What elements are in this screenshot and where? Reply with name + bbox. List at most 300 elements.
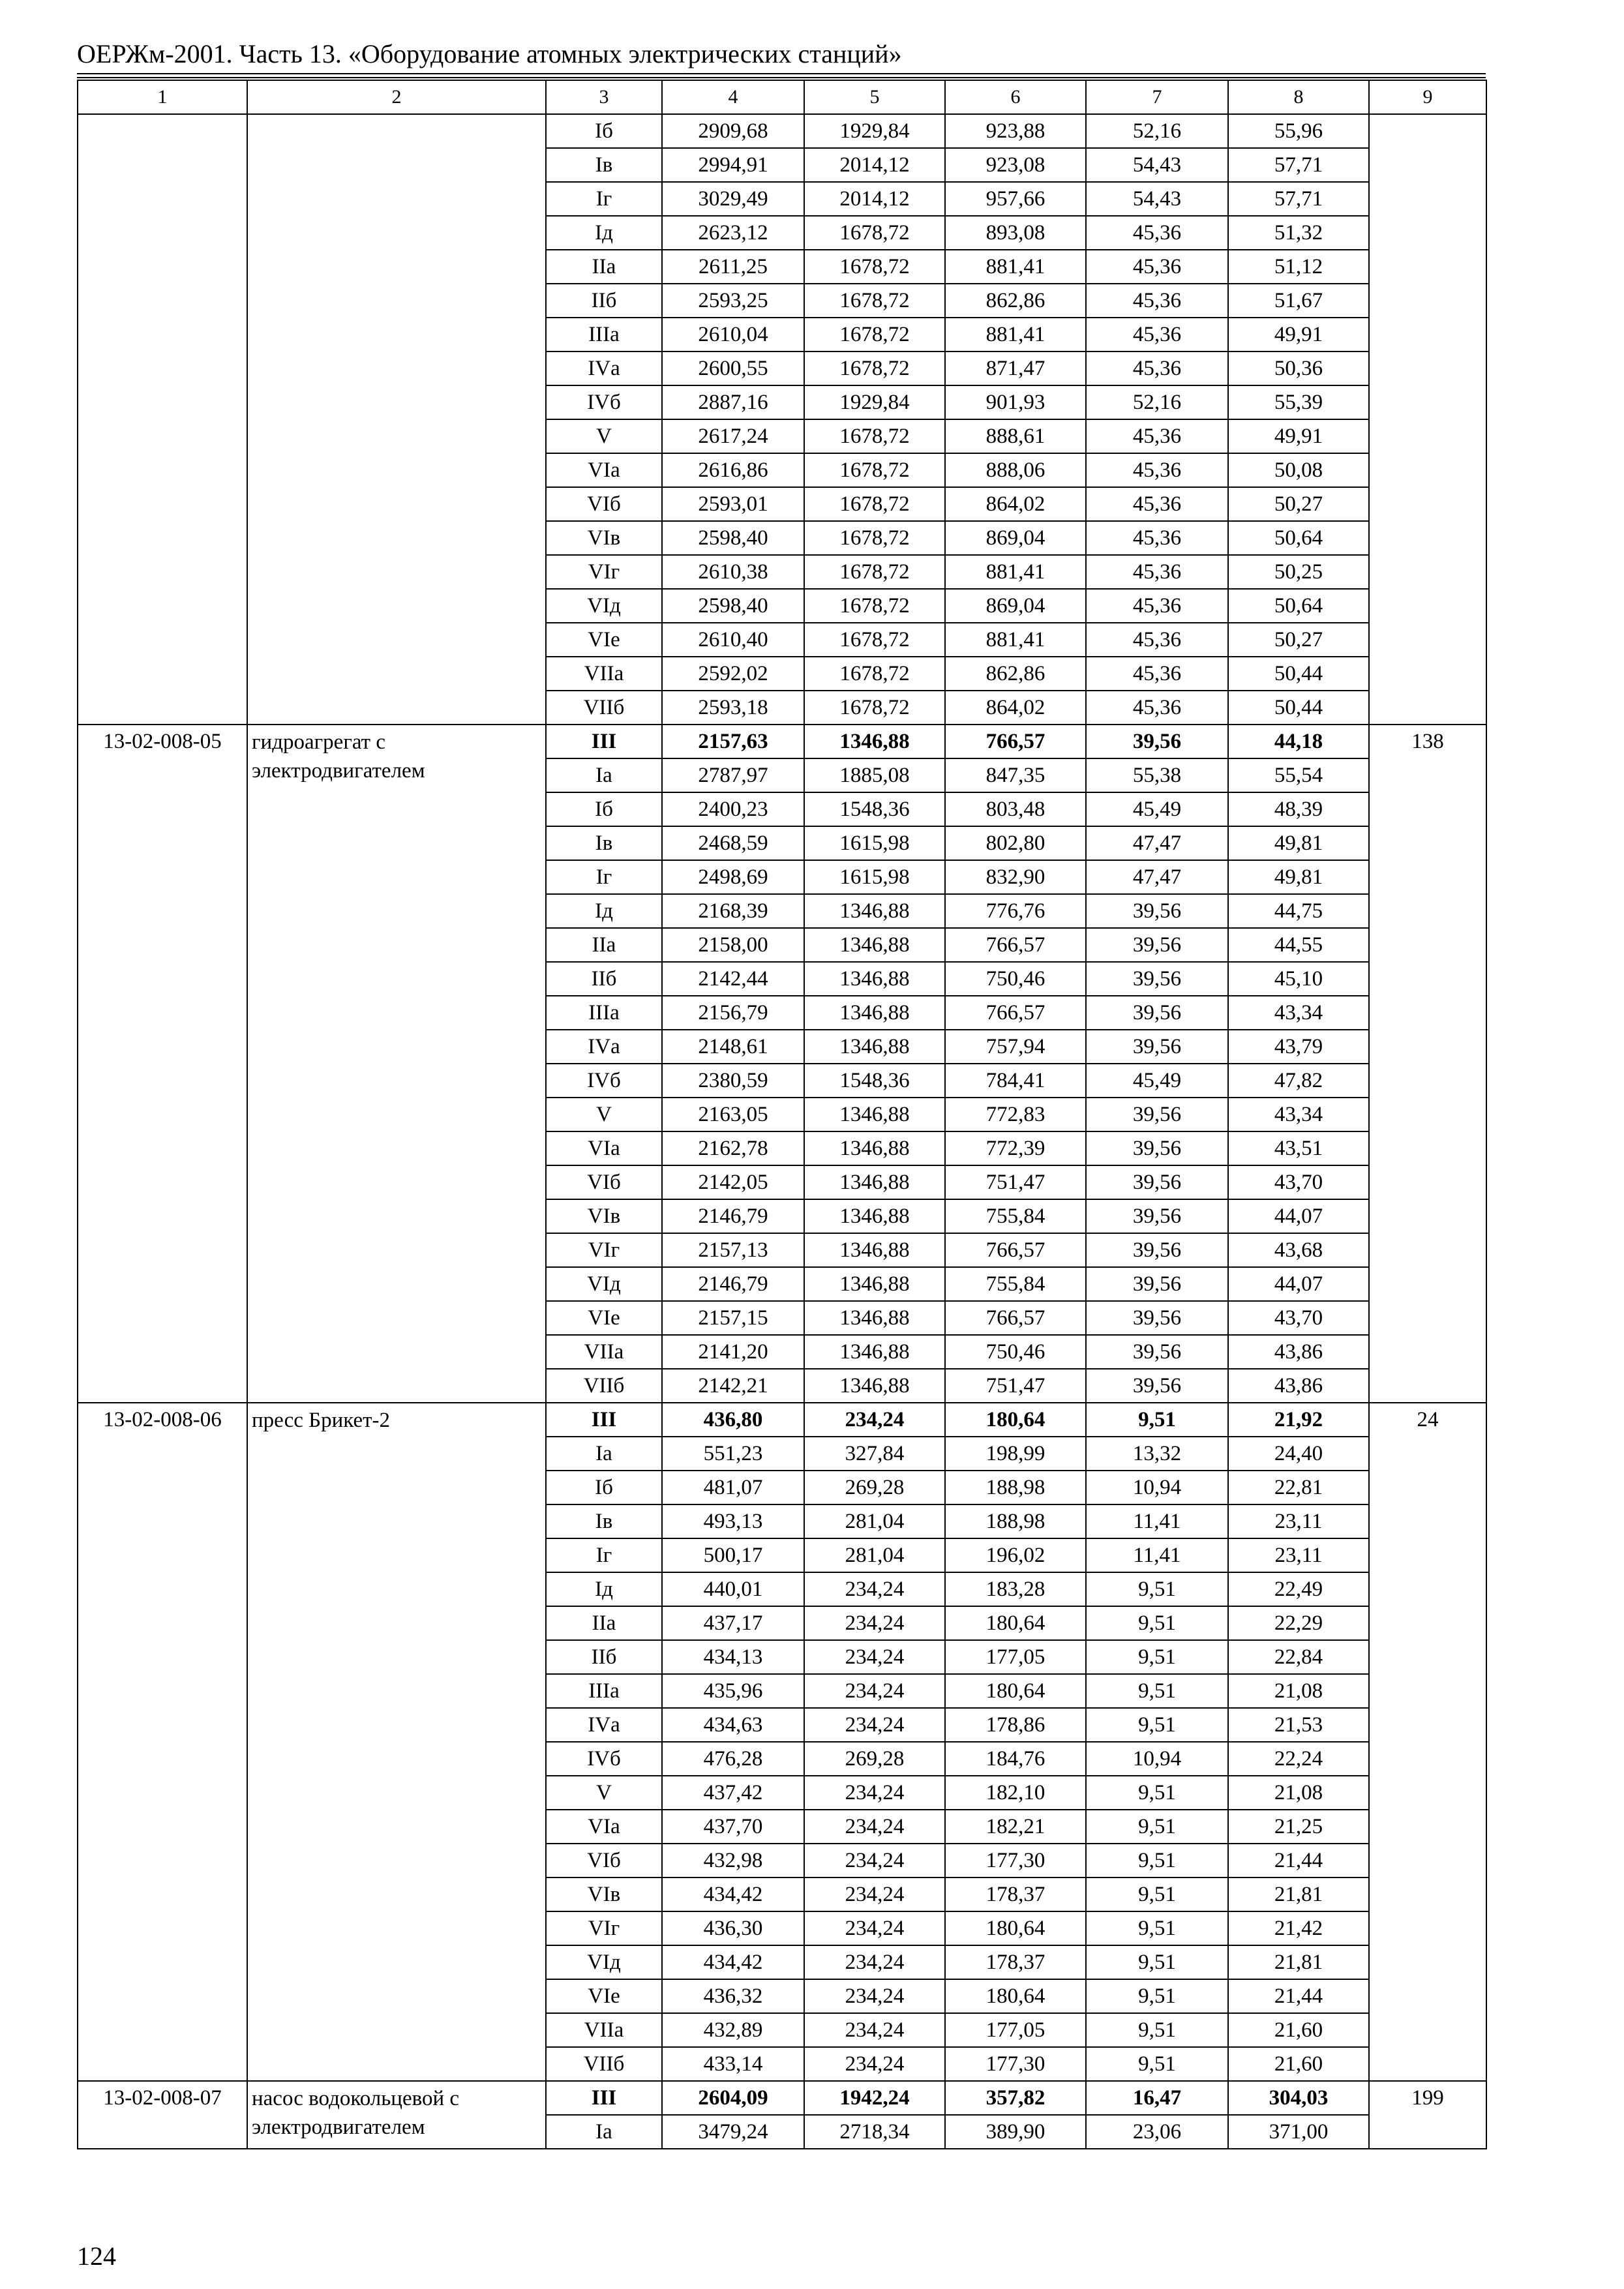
total-cost-cell: 434,42 bbox=[662, 1945, 804, 1979]
column-number: 6 bbox=[945, 80, 1086, 114]
zone-cell: VIд bbox=[546, 1945, 662, 1979]
total-cost-cell: 2616,86 bbox=[662, 453, 804, 487]
labor-cost-cell: 234,24 bbox=[804, 1810, 945, 1844]
total-cost-cell: 2611,25 bbox=[662, 250, 804, 284]
labor-cost-cell: 281,04 bbox=[804, 1538, 945, 1572]
machine-cost-cell: 901,93 bbox=[945, 385, 1086, 419]
machinist-wage-cell: 45,36 bbox=[1086, 419, 1228, 453]
machine-cost-cell: 389,90 bbox=[945, 2115, 1086, 2149]
machinist-wage-cell: 52,16 bbox=[1086, 114, 1228, 148]
zone-cell: VIе bbox=[546, 1979, 662, 2013]
total-cost-cell: 437,17 bbox=[662, 1606, 804, 1640]
total-cost-cell: 2610,04 bbox=[662, 318, 804, 352]
total-cost-cell: 2157,63 bbox=[662, 725, 804, 758]
total-cost-cell: 434,63 bbox=[662, 1708, 804, 1742]
zone-cell: Iа bbox=[546, 2115, 662, 2149]
materials-cost-cell: 49,91 bbox=[1228, 318, 1369, 352]
materials-cost-cell: 21,08 bbox=[1228, 1674, 1369, 1708]
machine-cost-cell: 888,61 bbox=[945, 419, 1086, 453]
labor-cost-cell: 234,24 bbox=[804, 1844, 945, 1878]
zone-cell: V bbox=[546, 1776, 662, 1810]
labor-cost-cell: 2014,12 bbox=[804, 148, 945, 182]
zone-cell: Iа bbox=[546, 758, 662, 792]
total-cost-cell: 2168,39 bbox=[662, 894, 804, 928]
machinist-wage-cell: 45,36 bbox=[1086, 691, 1228, 725]
machine-cost-cell: 184,76 bbox=[945, 1742, 1086, 1776]
zone-cell: VIг bbox=[546, 1233, 662, 1267]
machine-cost-cell: 888,06 bbox=[945, 453, 1086, 487]
materials-cost-cell: 22,49 bbox=[1228, 1572, 1369, 1606]
machinist-wage-cell: 45,36 bbox=[1086, 318, 1228, 352]
column-number: 7 bbox=[1086, 80, 1228, 114]
machine-cost-cell: 178,37 bbox=[945, 1878, 1086, 1911]
labor-cost-cell: 234,24 bbox=[804, 1674, 945, 1708]
labor-cost-cell: 1346,88 bbox=[804, 996, 945, 1030]
machinist-wage-cell: 45,36 bbox=[1086, 657, 1228, 691]
machine-cost-cell: 178,86 bbox=[945, 1708, 1086, 1742]
materials-cost-cell: 51,67 bbox=[1228, 284, 1369, 318]
materials-cost-cell: 49,81 bbox=[1228, 826, 1369, 860]
labor-cost-cell: 1885,08 bbox=[804, 758, 945, 792]
machine-cost-cell: 864,02 bbox=[945, 487, 1086, 521]
machine-cost-cell: 923,08 bbox=[945, 148, 1086, 182]
materials-cost-cell: 44,75 bbox=[1228, 894, 1369, 928]
materials-cost-cell: 50,64 bbox=[1228, 521, 1369, 555]
machine-cost-cell: 750,46 bbox=[945, 1335, 1086, 1369]
labor-cost-cell: 1929,84 bbox=[804, 114, 945, 148]
labor-cost-cell: 1346,88 bbox=[804, 962, 945, 996]
materials-cost-cell: 21,42 bbox=[1228, 1911, 1369, 1945]
total-cost-cell: 2142,21 bbox=[662, 1369, 804, 1403]
labor-cost-cell: 1346,88 bbox=[804, 1131, 945, 1165]
labor-cost-cell: 1678,72 bbox=[804, 487, 945, 521]
machinist-wage-cell: 39,56 bbox=[1086, 1369, 1228, 1403]
machinist-wage-cell: 45,36 bbox=[1086, 555, 1228, 589]
machine-cost-cell: 802,80 bbox=[945, 826, 1086, 860]
total-cost-cell: 440,01 bbox=[662, 1572, 804, 1606]
machine-cost-cell: 177,30 bbox=[945, 1844, 1086, 1878]
zone-cell: VIг bbox=[546, 555, 662, 589]
materials-cost-cell: 43,86 bbox=[1228, 1369, 1369, 1403]
equipment-name-cell: гидроагрегат с электродвигателем bbox=[247, 725, 546, 1403]
zone-cell: Iб bbox=[546, 114, 662, 148]
zone-cell: Iг bbox=[546, 1538, 662, 1572]
machinist-wage-cell: 9,51 bbox=[1086, 1403, 1228, 1437]
machine-cost-cell: 180,64 bbox=[945, 1979, 1086, 2013]
zone-cell: VIа bbox=[546, 1131, 662, 1165]
machine-cost-cell: 784,41 bbox=[945, 1064, 1086, 1098]
machine-cost-cell: 177,05 bbox=[945, 1640, 1086, 1674]
machine-cost-cell: 766,57 bbox=[945, 1301, 1086, 1335]
zone-cell: VIд bbox=[546, 1267, 662, 1301]
machine-cost-cell: 196,02 bbox=[945, 1538, 1086, 1572]
total-cost-cell: 435,96 bbox=[662, 1674, 804, 1708]
zone-cell: VIIб bbox=[546, 1369, 662, 1403]
zone-cell: VIIа bbox=[546, 657, 662, 691]
machinist-wage-cell: 39,56 bbox=[1086, 928, 1228, 962]
machine-cost-cell: 750,46 bbox=[945, 962, 1086, 996]
zone-cell: Iд bbox=[546, 894, 662, 928]
zone-cell: Iв bbox=[546, 826, 662, 860]
labor-cost-cell: 1678,72 bbox=[804, 623, 945, 657]
total-cost-cell: 2610,40 bbox=[662, 623, 804, 657]
materials-cost-cell: 22,29 bbox=[1228, 1606, 1369, 1640]
header-rule-bottom bbox=[77, 77, 1486, 78]
machinist-wage-cell: 39,56 bbox=[1086, 1165, 1228, 1199]
machinist-wage-cell: 9,51 bbox=[1086, 1708, 1228, 1742]
materials-cost-cell: 22,84 bbox=[1228, 1640, 1369, 1674]
labor-cost-cell: 234,24 bbox=[804, 2013, 945, 2047]
machine-cost-cell: 893,08 bbox=[945, 216, 1086, 250]
machinist-wage-cell: 9,51 bbox=[1086, 1572, 1228, 1606]
materials-cost-cell: 50,27 bbox=[1228, 623, 1369, 657]
machine-cost-cell: 751,47 bbox=[945, 1369, 1086, 1403]
machine-cost-cell: 180,64 bbox=[945, 1674, 1086, 1708]
machinist-wage-cell: 9,51 bbox=[1086, 1810, 1228, 1844]
machine-cost-cell: 177,05 bbox=[945, 2013, 1086, 2047]
labor-cost-cell: 1346,88 bbox=[804, 1233, 945, 1267]
labor-cost-cell: 1678,72 bbox=[804, 453, 945, 487]
machine-cost-cell: 862,86 bbox=[945, 284, 1086, 318]
machine-cost-cell: 180,64 bbox=[945, 1403, 1086, 1437]
materials-cost-cell: 50,64 bbox=[1228, 589, 1369, 623]
norm-code-cell bbox=[78, 114, 247, 725]
machine-cost-cell: 776,76 bbox=[945, 894, 1086, 928]
zone-cell: VIIа bbox=[546, 2013, 662, 2047]
column-9-cell: 199 bbox=[1369, 2081, 1486, 2149]
machine-cost-cell: 881,41 bbox=[945, 555, 1086, 589]
materials-cost-cell: 21,44 bbox=[1228, 1979, 1369, 2013]
zone-cell: VIв bbox=[546, 1199, 662, 1233]
machine-cost-cell: 847,35 bbox=[945, 758, 1086, 792]
table-row bbox=[78, 2081, 1486, 2115]
zone-cell: VIIб bbox=[546, 2047, 662, 2081]
total-cost-cell: 2600,55 bbox=[662, 352, 804, 385]
materials-cost-cell: 371,00 bbox=[1228, 2115, 1369, 2149]
labor-cost-cell: 1346,88 bbox=[804, 1267, 945, 1301]
machine-cost-cell: 957,66 bbox=[945, 182, 1086, 216]
total-cost-cell: 3479,24 bbox=[662, 2115, 804, 2149]
labor-cost-cell: 1346,88 bbox=[804, 1098, 945, 1131]
total-cost-cell: 2994,91 bbox=[662, 148, 804, 182]
labor-cost-cell: 234,24 bbox=[804, 1640, 945, 1674]
zone-cell: IIб bbox=[546, 284, 662, 318]
machinist-wage-cell: 45,36 bbox=[1086, 487, 1228, 521]
labor-cost-cell: 269,28 bbox=[804, 1471, 945, 1504]
labor-cost-cell: 1678,72 bbox=[804, 657, 945, 691]
machine-cost-cell: 180,64 bbox=[945, 1911, 1086, 1945]
machine-cost-cell: 198,99 bbox=[945, 1437, 1086, 1471]
labor-cost-cell: 1346,88 bbox=[804, 725, 945, 758]
zone-cell: IVб bbox=[546, 1742, 662, 1776]
zone-cell: Iв bbox=[546, 1504, 662, 1538]
zone-cell: IVб bbox=[546, 385, 662, 419]
machinist-wage-cell: 47,47 bbox=[1086, 826, 1228, 860]
table-row bbox=[78, 1403, 1486, 1437]
materials-cost-cell: 21,92 bbox=[1228, 1403, 1369, 1437]
total-cost-cell: 551,23 bbox=[662, 1437, 804, 1471]
column-number: 1 bbox=[78, 80, 247, 114]
materials-cost-cell: 44,07 bbox=[1228, 1199, 1369, 1233]
materials-cost-cell: 50,25 bbox=[1228, 555, 1369, 589]
machine-cost-cell: 182,21 bbox=[945, 1810, 1086, 1844]
materials-cost-cell: 57,71 bbox=[1228, 148, 1369, 182]
zone-cell: Iб bbox=[546, 1471, 662, 1504]
total-cost-cell: 2610,38 bbox=[662, 555, 804, 589]
zone-cell: VIIа bbox=[546, 1335, 662, 1369]
norm-code-cell: 13-02-008-07 bbox=[78, 2081, 247, 2149]
machinist-wage-cell: 9,51 bbox=[1086, 2013, 1228, 2047]
materials-cost-cell: 50,36 bbox=[1228, 352, 1369, 385]
labor-cost-cell: 234,24 bbox=[804, 1606, 945, 1640]
total-cost-cell: 2148,61 bbox=[662, 1030, 804, 1064]
labor-cost-cell: 1346,88 bbox=[804, 1301, 945, 1335]
materials-cost-cell: 44,55 bbox=[1228, 928, 1369, 962]
machinist-wage-cell: 45,49 bbox=[1086, 1064, 1228, 1098]
machine-cost-cell: 772,39 bbox=[945, 1131, 1086, 1165]
machinist-wage-cell: 39,56 bbox=[1086, 1098, 1228, 1131]
labor-cost-cell: 281,04 bbox=[804, 1504, 945, 1538]
machine-cost-cell: 862,86 bbox=[945, 657, 1086, 691]
total-cost-cell: 493,13 bbox=[662, 1504, 804, 1538]
labor-cost-cell: 1929,84 bbox=[804, 385, 945, 419]
machine-cost-cell: 869,04 bbox=[945, 589, 1086, 623]
zone-cell: IVа bbox=[546, 352, 662, 385]
machinist-wage-cell: 10,94 bbox=[1086, 1471, 1228, 1504]
materials-cost-cell: 43,68 bbox=[1228, 1233, 1369, 1267]
total-cost-cell: 2156,79 bbox=[662, 996, 804, 1030]
column-number: 9 bbox=[1369, 80, 1486, 114]
total-cost-cell: 2617,24 bbox=[662, 419, 804, 453]
materials-cost-cell: 55,96 bbox=[1228, 114, 1369, 148]
materials-cost-cell: 21,08 bbox=[1228, 1776, 1369, 1810]
total-cost-cell: 432,98 bbox=[662, 1844, 804, 1878]
machine-cost-cell: 881,41 bbox=[945, 318, 1086, 352]
column-9-cell: 24 bbox=[1369, 1403, 1486, 2081]
zone-cell: IIIа bbox=[546, 1674, 662, 1708]
total-cost-cell: 2604,09 bbox=[662, 2081, 804, 2115]
machine-cost-cell: 923,88 bbox=[945, 114, 1086, 148]
zone-cell: VIе bbox=[546, 1301, 662, 1335]
machinist-wage-cell: 9,51 bbox=[1086, 1945, 1228, 1979]
zone-cell: Iб bbox=[546, 792, 662, 826]
materials-cost-cell: 43,70 bbox=[1228, 1301, 1369, 1335]
total-cost-cell: 2592,02 bbox=[662, 657, 804, 691]
machinist-wage-cell: 39,56 bbox=[1086, 962, 1228, 996]
column-number: 5 bbox=[804, 80, 945, 114]
zone-cell: IIа bbox=[546, 250, 662, 284]
machine-cost-cell: 183,28 bbox=[945, 1572, 1086, 1606]
labor-cost-cell: 2718,34 bbox=[804, 2115, 945, 2149]
page-header: ОЕРЖм-2001. Часть 13. «Оборудование атомных электрических станций» bbox=[77, 39, 902, 68]
labor-cost-cell: 1678,72 bbox=[804, 589, 945, 623]
norms-table bbox=[77, 80, 1487, 2149]
norm-code-cell: 13-02-008-06 bbox=[78, 1403, 247, 2081]
labor-cost-cell: 1678,72 bbox=[804, 521, 945, 555]
materials-cost-cell: 21,60 bbox=[1228, 2013, 1369, 2047]
machinist-wage-cell: 39,56 bbox=[1086, 1267, 1228, 1301]
total-cost-cell: 2593,25 bbox=[662, 284, 804, 318]
machinist-wage-cell: 39,56 bbox=[1086, 1030, 1228, 1064]
machine-cost-cell: 832,90 bbox=[945, 860, 1086, 894]
total-cost-cell: 3029,49 bbox=[662, 182, 804, 216]
materials-cost-cell: 48,39 bbox=[1228, 792, 1369, 826]
materials-cost-cell: 43,34 bbox=[1228, 996, 1369, 1030]
zone-cell: Iд bbox=[546, 216, 662, 250]
total-cost-cell: 2162,78 bbox=[662, 1131, 804, 1165]
zone-cell: IIа bbox=[546, 928, 662, 962]
machinist-wage-cell: 45,36 bbox=[1086, 216, 1228, 250]
zone-cell: IVб bbox=[546, 1064, 662, 1098]
machinist-wage-cell: 9,51 bbox=[1086, 1674, 1228, 1708]
machinist-wage-cell: 55,38 bbox=[1086, 758, 1228, 792]
machinist-wage-cell: 9,51 bbox=[1086, 2047, 1228, 2081]
machine-cost-cell: 755,84 bbox=[945, 1267, 1086, 1301]
total-cost-cell: 2157,13 bbox=[662, 1233, 804, 1267]
machine-cost-cell: 772,83 bbox=[945, 1098, 1086, 1131]
total-cost-cell: 2598,40 bbox=[662, 589, 804, 623]
zone-cell: VIв bbox=[546, 521, 662, 555]
total-cost-cell: 432,89 bbox=[662, 2013, 804, 2047]
machine-cost-cell: 177,30 bbox=[945, 2047, 1086, 2081]
machine-cost-cell: 881,41 bbox=[945, 623, 1086, 657]
materials-cost-cell: 43,79 bbox=[1228, 1030, 1369, 1064]
machine-cost-cell: 803,48 bbox=[945, 792, 1086, 826]
machine-cost-cell: 357,82 bbox=[945, 2081, 1086, 2115]
machinist-wage-cell: 10,94 bbox=[1086, 1742, 1228, 1776]
machine-cost-cell: 180,64 bbox=[945, 1606, 1086, 1640]
machinist-wage-cell: 9,51 bbox=[1086, 1911, 1228, 1945]
total-cost-cell: 434,42 bbox=[662, 1878, 804, 1911]
zone-cell: IIIа bbox=[546, 996, 662, 1030]
page-number: 124 bbox=[77, 2241, 116, 2271]
table-row bbox=[78, 114, 1486, 148]
labor-cost-cell: 1678,72 bbox=[804, 352, 945, 385]
machinist-wage-cell: 23,06 bbox=[1086, 2115, 1228, 2149]
materials-cost-cell: 22,81 bbox=[1228, 1471, 1369, 1504]
materials-cost-cell: 49,81 bbox=[1228, 860, 1369, 894]
materials-cost-cell: 47,82 bbox=[1228, 1064, 1369, 1098]
materials-cost-cell: 55,39 bbox=[1228, 385, 1369, 419]
machinist-wage-cell: 45,36 bbox=[1086, 589, 1228, 623]
machinist-wage-cell: 39,56 bbox=[1086, 1301, 1228, 1335]
column-number: 4 bbox=[662, 80, 804, 114]
materials-cost-cell: 24,40 bbox=[1228, 1437, 1369, 1471]
zone-cell: IIа bbox=[546, 1606, 662, 1640]
materials-cost-cell: 50,27 bbox=[1228, 487, 1369, 521]
machinist-wage-cell: 45,36 bbox=[1086, 284, 1228, 318]
labor-cost-cell: 1346,88 bbox=[804, 1335, 945, 1369]
labor-cost-cell: 1346,88 bbox=[804, 894, 945, 928]
machinist-wage-cell: 45,36 bbox=[1086, 352, 1228, 385]
total-cost-cell: 2498,69 bbox=[662, 860, 804, 894]
labor-cost-cell: 234,24 bbox=[804, 1572, 945, 1606]
zone-cell: VIб bbox=[546, 1165, 662, 1199]
total-cost-cell: 500,17 bbox=[662, 1538, 804, 1572]
machine-cost-cell: 178,37 bbox=[945, 1945, 1086, 1979]
machine-cost-cell: 869,04 bbox=[945, 521, 1086, 555]
zone-cell: VIд bbox=[546, 589, 662, 623]
total-cost-cell: 481,07 bbox=[662, 1471, 804, 1504]
total-cost-cell: 2141,20 bbox=[662, 1335, 804, 1369]
total-cost-cell: 2158,00 bbox=[662, 928, 804, 962]
machinist-wage-cell: 54,43 bbox=[1086, 148, 1228, 182]
zone-cell: VIIб bbox=[546, 691, 662, 725]
machine-cost-cell: 182,10 bbox=[945, 1776, 1086, 1810]
zone-cell: IIб bbox=[546, 1640, 662, 1674]
machinist-wage-cell: 45,49 bbox=[1086, 792, 1228, 826]
total-cost-cell: 2468,59 bbox=[662, 826, 804, 860]
labor-cost-cell: 234,24 bbox=[804, 1911, 945, 1945]
machinist-wage-cell: 11,41 bbox=[1086, 1504, 1228, 1538]
total-cost-cell: 2593,18 bbox=[662, 691, 804, 725]
machinist-wage-cell: 9,51 bbox=[1086, 1979, 1228, 2013]
materials-cost-cell: 43,51 bbox=[1228, 1131, 1369, 1165]
materials-cost-cell: 55,54 bbox=[1228, 758, 1369, 792]
zone-cell: VIб bbox=[546, 487, 662, 521]
materials-cost-cell: 21,60 bbox=[1228, 2047, 1369, 2081]
column-number: 8 bbox=[1228, 80, 1369, 114]
materials-cost-cell: 23,11 bbox=[1228, 1538, 1369, 1572]
zone-cell: Iа bbox=[546, 1437, 662, 1471]
machine-cost-cell: 766,57 bbox=[945, 725, 1086, 758]
machinist-wage-cell: 9,51 bbox=[1086, 1844, 1228, 1878]
labor-cost-cell: 2014,12 bbox=[804, 182, 945, 216]
machinist-wage-cell: 54,43 bbox=[1086, 182, 1228, 216]
materials-cost-cell: 23,11 bbox=[1228, 1504, 1369, 1538]
labor-cost-cell: 234,24 bbox=[804, 1403, 945, 1437]
machinist-wage-cell: 39,56 bbox=[1086, 725, 1228, 758]
labor-cost-cell: 1678,72 bbox=[804, 284, 945, 318]
labor-cost-cell: 1678,72 bbox=[804, 419, 945, 453]
column-number-row bbox=[78, 80, 1486, 114]
labor-cost-cell: 269,28 bbox=[804, 1742, 945, 1776]
norm-code-cell: 13-02-008-05 bbox=[78, 725, 247, 1403]
column-number: 2 bbox=[247, 80, 546, 114]
total-cost-cell: 2380,59 bbox=[662, 1064, 804, 1098]
materials-cost-cell: 22,24 bbox=[1228, 1742, 1369, 1776]
materials-cost-cell: 304,03 bbox=[1228, 2081, 1369, 2115]
equipment-name-cell bbox=[247, 114, 546, 725]
total-cost-cell: 2787,97 bbox=[662, 758, 804, 792]
labor-cost-cell: 1346,88 bbox=[804, 1165, 945, 1199]
labor-cost-cell: 327,84 bbox=[804, 1437, 945, 1471]
materials-cost-cell: 45,10 bbox=[1228, 962, 1369, 996]
machine-cost-cell: 755,84 bbox=[945, 1199, 1086, 1233]
zone-cell: Iв bbox=[546, 148, 662, 182]
machinist-wage-cell: 9,51 bbox=[1086, 1776, 1228, 1810]
machinist-wage-cell: 39,56 bbox=[1086, 1199, 1228, 1233]
materials-cost-cell: 57,71 bbox=[1228, 182, 1369, 216]
materials-cost-cell: 44,07 bbox=[1228, 1267, 1369, 1301]
materials-cost-cell: 43,86 bbox=[1228, 1335, 1369, 1369]
zone-cell: Iд bbox=[546, 1572, 662, 1606]
materials-cost-cell: 21,53 bbox=[1228, 1708, 1369, 1742]
labor-cost-cell: 1678,72 bbox=[804, 555, 945, 589]
labor-cost-cell: 1346,88 bbox=[804, 1369, 945, 1403]
machinist-wage-cell: 45,36 bbox=[1086, 453, 1228, 487]
labor-cost-cell: 1346,88 bbox=[804, 1199, 945, 1233]
labor-cost-cell: 234,24 bbox=[804, 1945, 945, 1979]
materials-cost-cell: 51,12 bbox=[1228, 250, 1369, 284]
materials-cost-cell: 43,70 bbox=[1228, 1165, 1369, 1199]
labor-cost-cell: 234,24 bbox=[804, 1708, 945, 1742]
zone-cell: V bbox=[546, 419, 662, 453]
labor-cost-cell: 1678,72 bbox=[804, 691, 945, 725]
machine-cost-cell: 766,57 bbox=[945, 1233, 1086, 1267]
labor-cost-cell: 1678,72 bbox=[804, 318, 945, 352]
zone-cell: V bbox=[546, 1098, 662, 1131]
